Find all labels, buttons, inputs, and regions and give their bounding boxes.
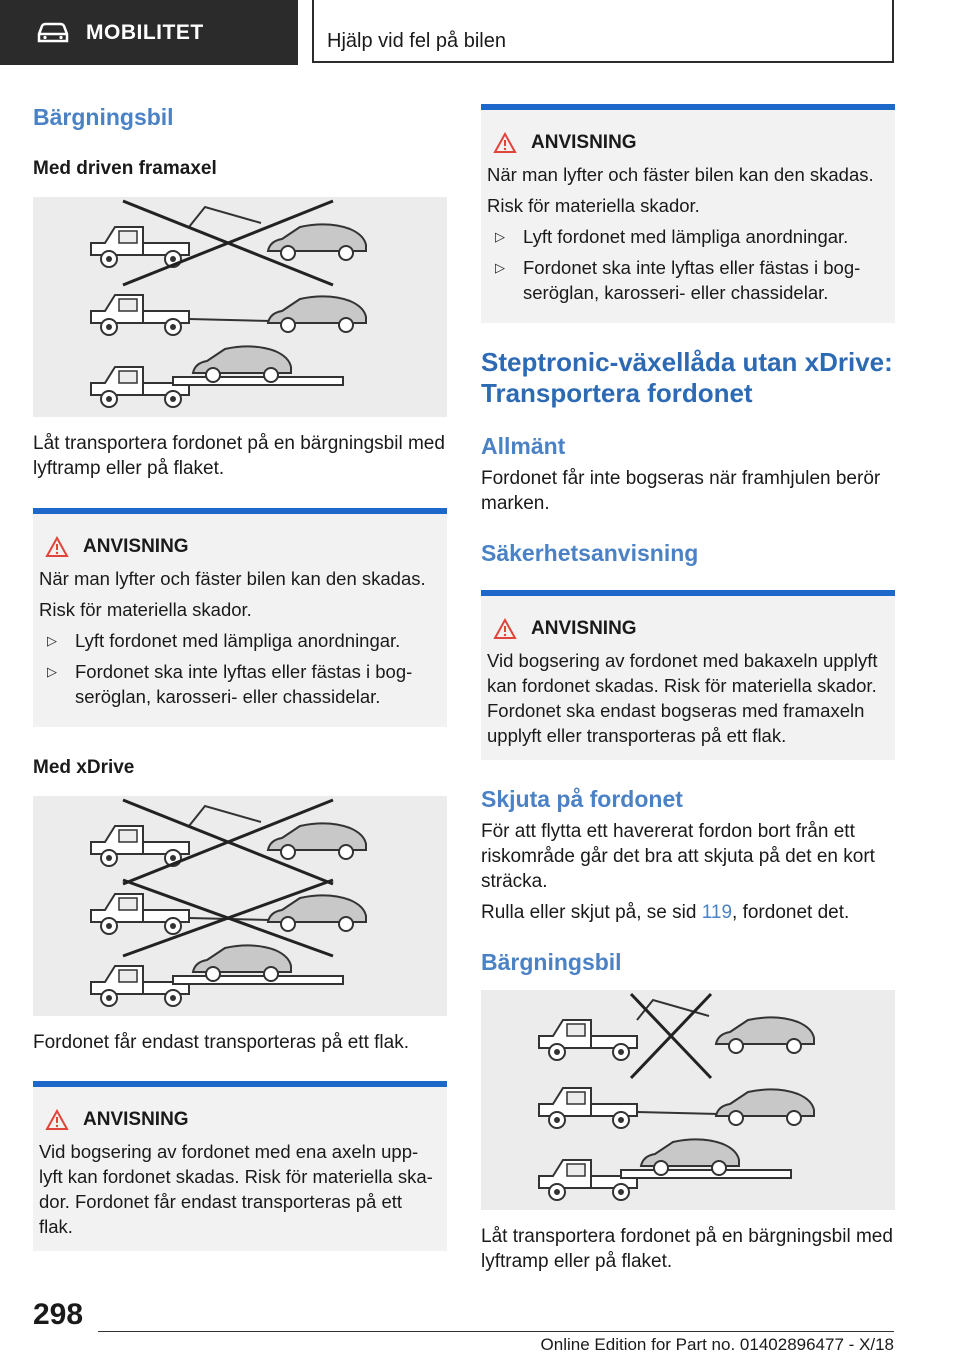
push-text: För att flytta ett havererat fordon bort från ett riskområde går det bra att skjuta på det en kort sträcka. (481, 821, 875, 892)
notice-rear-axle (481, 590, 895, 760)
bullet-triangle-icon: ▷ (495, 229, 505, 244)
heading-safety: Säkerhetsanvisning (481, 540, 699, 566)
left-column (33, 100, 447, 1251)
list-item: ▷ Lyft fordonet med lämpliga anordningar. (47, 630, 401, 651)
heading-tow-truck: Bärgningsbil (481, 949, 622, 975)
page-link[interactable]: 119 (701, 902, 733, 923)
bullet-triangle-icon: ▷ (495, 260, 505, 275)
bullet-triangle-icon: ▷ (47, 633, 57, 648)
illustration-tow-steptronic (481, 990, 895, 1210)
page-number: 298 (33, 1298, 84, 1331)
roll-text: Rulla eller skjut på, se sid 119, fordonet det. (481, 902, 850, 923)
heading-general: Allmänt (481, 433, 566, 459)
list-item: ▷ Fordonet ska inte lyftas eller fästas i bog-seröglan, karosseri- eller chassidelar. (47, 661, 413, 707)
edition-text: Online Edition for Part no. 01402896477 - X/18 (540, 1335, 894, 1354)
heading-push: Skjuta på fordonet (481, 786, 683, 812)
notice-text: Vid bogsering av fordonet med ena axeln upp-lyft kan fordonet skadas. Risk för materiella ska-dor. Fordonet får endast transporteras på ett flak. (39, 1141, 433, 1237)
notice-text: När man lyfter och fäster bilen kan den skadas. (487, 164, 874, 185)
notice-text: Risk för materiella skador. (487, 195, 700, 216)
section-title: MOBILITET (86, 20, 204, 44)
notice-title: ANVISNING (493, 618, 887, 640)
caption-tow-front: Låt transportera fordonet på en bärgningsbil med lyftramp eller på flaket. (33, 433, 445, 479)
caption-tow-xdrive: Fordonet får endast transporteras på ett flak. (33, 1032, 409, 1053)
right-column (481, 100, 895, 1274)
heading-steptronic: Steptronic-växellåda utan xDrive: Transportera fordonet (481, 347, 893, 408)
notice-text: När man lyfter och fäster bilen kan den skadas. (39, 568, 426, 589)
notice-title: ANVISNING (45, 536, 439, 558)
warning-icon (493, 618, 517, 640)
notice-text: Vid bogsering av fordonet med bakaxeln upplyft kan fordonet skadas. Risk för materiella skador. Fordonet ska endast bogseras med framaxeln upplyft eller transporteras på ett flak. (487, 650, 878, 746)
warning-icon (45, 536, 69, 558)
subheading-front-axle: Med driven framaxel (33, 158, 217, 179)
chapter-header (312, 0, 894, 63)
notice-title: ANVISNING (493, 132, 887, 154)
heading-towing: Bärgningsbil (33, 104, 174, 130)
illustration-tow-front (33, 197, 447, 417)
footer-divider (98, 1331, 894, 1332)
notice-one-axle (33, 1081, 447, 1251)
chapter-title: Hjälp vid fel på bilen (327, 30, 506, 52)
illustration-tow-xdrive (33, 796, 447, 1016)
general-text: Fordonet får inte bogseras när framhjulen berör marken. (481, 468, 881, 514)
bullet-triangle-icon: ▷ (47, 664, 57, 679)
car-icon (36, 22, 70, 44)
notice-title: ANVISNING (45, 1109, 439, 1131)
warning-icon (493, 132, 517, 154)
list-item: ▷ Fordonet ska inte lyftas eller fästas i bog-seröglan, karosseri- eller chassidelar. (495, 257, 861, 303)
warning-icon (45, 1109, 69, 1131)
caption-tow-steptronic: Låt transportera fordonet på en bärgningsbil med lyftramp eller på flaket. (481, 1226, 893, 1272)
section-tab (0, 0, 298, 65)
notice-lifting (33, 508, 447, 727)
notice-lifting (481, 104, 895, 323)
list-item: ▷ Lyft fordonet med lämpliga anordningar. (495, 226, 849, 247)
subheading-xdrive: Med xDrive (33, 757, 135, 778)
notice-text: Risk för materiella skador. (39, 599, 252, 620)
